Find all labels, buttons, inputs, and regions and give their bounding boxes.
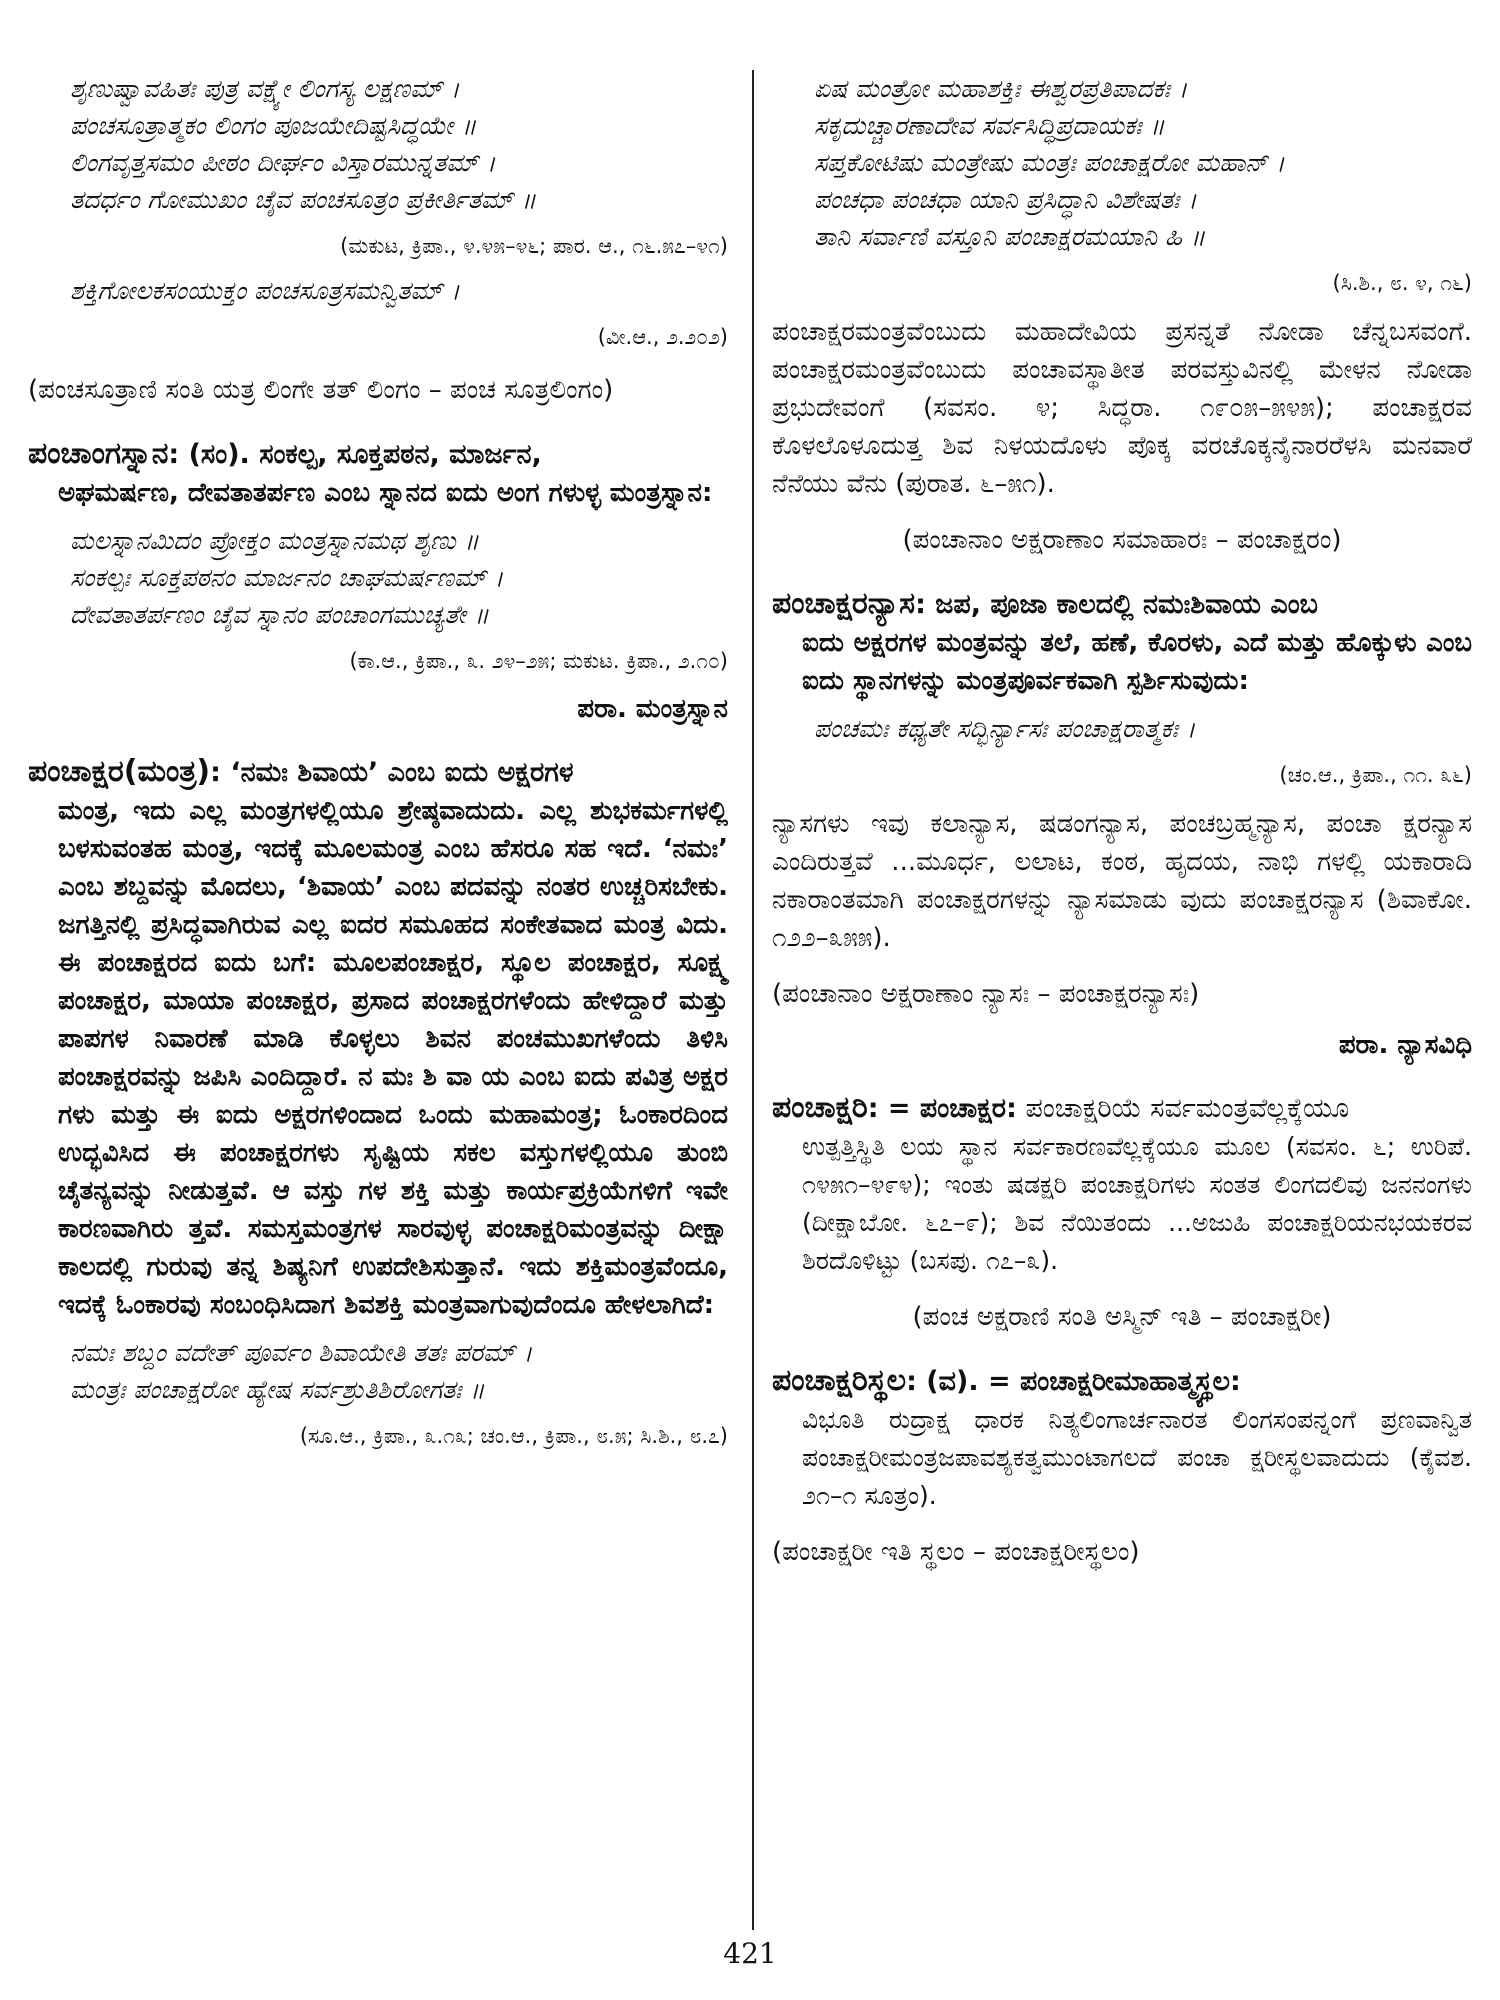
verse-line: ಮಲಸ್ನಾನಮಿದಂ ಪ್ರೋಕ್ತಂ ಮಂತ್ರಸ್ನಾನಮಥ ಶೃಣು ॥	[70, 526, 479, 555]
etymology-gloss: (ಪಂಚಾಕ್ಷರೀ ಇತಿ ಸ್ಥಲಂ – ಪಂಚಾಕ್ಷರೀಸ್ಥಲಂ)	[772, 1537, 1140, 1567]
entry-head-text: : ಜಪ, ಪೂಜಾ ಕಾಲದಲ್ಲಿ ನಮಃಶಿವಾಯ ಎಂಬ	[915, 589, 1318, 620]
headword: ಪಂಚಾಂಗಸ್ನಾನ	[28, 436, 169, 471]
entry-body: ಐದು ಅಕ್ಷರಗಳ ಮಂತ್ರವನ್ನು ತಲೆ, ಹಣೆ, ಕೊರಳು, ಎದೆ ಮತ್ತು ಹೊಕ್ಕುಳು ಎಂಬ ಐದು ಸ್ಥಾನಗಳನ್ನು ಮಂತ್ರಪೂರ್ವಕವಾಗಿ ಸ್ಪರ್ಶಿಸುವುದು:	[802, 628, 1472, 696]
verse-line: ಪಂಚಮಃ ಕಥ್ಯತೇ ಸದ್ಭಿರ್ನ್ಯಾಸಃ ಪಂಚಾಕ್ಷರಾತ್ಮಕಃ ।	[814, 714, 1196, 743]
entry-head	[772, 1089, 1472, 1128]
citation: (ಮಕುಟ, ಕ್ರಿಪಾ., ೪.೪೫–೪೬; ಪಾರ. ಆ., ೧೬.೫೭–೪೧)	[340, 234, 728, 258]
entry-head-text: : = ಪಂಚಾಕ್ಷರ:	[867, 1093, 1017, 1124]
dictionary-entry	[28, 435, 728, 512]
citation: (ವೀ.ಆ., ೨.೨೦೨)	[597, 325, 728, 349]
cross-reference: ಪರಾ. ಮಂತ್ರಸ್ನಾನ	[577, 694, 728, 724]
entry-head-text: : ‘ನಮಃ ಶಿವಾಯ’ ಎಂಬ ಐದು ಅಕ್ಷರಗಳ	[210, 757, 574, 788]
verse-line: ನಮಃ ಶಬ್ದಂ ವದೇತ್ ಪೂರ್ವಂ ಶಿವಾಯೇತಿ ತತಃ ಪರಮ್ ।	[70, 1338, 533, 1367]
page-number: 421	[723, 1937, 777, 1970]
etymology-gloss: (ಪಂಚಸೂತ್ರಾಣಿ ಸಂತಿ ಯತ್ರ ಲಿಂಗೇ ತತ್ ಲಿಂಗಂ – ಪಂಚ ಸೂತ್ರಲಿಂಗಂ)	[28, 375, 614, 405]
verse-line: ದೇವತಾತರ್ಪಣಂ ಚೈವ ಸ್ನಾನಂ ಪಂಚಾಂಗಮುಚ್ಯತೇ ॥	[70, 600, 490, 629]
entry-body: ವಿಭೂತಿ ರುದ್ರಾಕ್ಷ ಧಾರಕ ನಿತ್ಯಲಿಂಗಾರ್ಚನಾರತ ಲಿಂಗಸಂಪನ್ನಂಗೆ ಪ್ರಣವಾನ್ವಿತ ಪಂಚಾಕ್ಷರೀಮಂತ್ರಜಪಾವಶ್ಯಕತ್ವಮುಂಟಾಗಲದೆ ಪಂಚಾ ಕ್ಷರೀಸ್ಥಲವಾದುದು (ಕೈವಶ. ೨೧–೧ ಸೂತ್ರಂ).	[802, 1405, 1472, 1510]
dictionary-entry	[772, 585, 1472, 700]
entry-head	[28, 753, 728, 792]
dictionary-entry	[772, 1089, 1472, 1280]
body-paragraph: ಪಂಚಾಕ್ಷರಮಂತ್ರವೆಂಬುದು ಮಹಾದೇವಿಯ ಪ್ರಸನ್ನತೆ ನೋಡಾ ಚೆನ್ನಬಸವಂಗೆ. ಪಂಚಾಕ್ಷರಮಂತ್ರವೆಂಬುದು ಪಂಚಾವಸ್ಥಾತೀತ ಪರವಸ್ತುವಿನಲ್ಲಿ ಮೇಳನ ನೋಡಾ ಪ್ರಭುದೇವಂಗೆ (ಸವಸಂ. ೪; ಸಿದ್ಧರಾ. ೧೯೦೫–೫೪೫); ಪಂಚಾಕ್ಷರವ ಕೊಳಲೊಳೂದುತ್ತ ಶಿವ ನಿಳಯದೊಳು ಪೊಕ್ಕ ವರಚೊಕ್ಕನೈನಾರರೆಳಸಿ ಮನವಾರೆ ನೆನೆಯು ವೆನು (ಪುರಾತ. ೬–೫೧).	[772, 317, 1472, 499]
verse-line: ಲಿಂಗವೃತ್ತಸಮಂ ಪೀಠಂ ದೀರ್ಘಂ ವಿಸ್ತಾರಮುನ್ನತಮ್ ।	[70, 148, 496, 177]
headword: ಪಂಚಾಕ್ಷರಿ	[772, 1090, 868, 1125]
dictionary-entry	[28, 753, 728, 1324]
verse-line: ಸಂಕಲ್ಪಃ ಸೂಕ್ತಪಠನಂ ಮಾರ್ಜನಂ ಚಾಘಮರ್ಷಣಮ್ ।	[70, 563, 504, 592]
verse-line: ತಾನಿ ಸರ್ವಾಣಿ ವಸ್ತೂನಿ ಪಂಚಾಕ್ಷರಮಯಾನಿ ಹಿ ॥	[814, 222, 1206, 251]
verse-block	[814, 710, 1472, 747]
etymology-gloss: (ಪಂಚ ಅಕ್ಷರಾಣಿ ಸಂತಿ ಅಸ್ಮಿನ್ ಇತಿ – ಪಂಚಾಕ್ಷರೀ)	[912, 1302, 1332, 1332]
citation: (ಸಿ.ಶಿ., ೮. ೪, ೧೬)	[1332, 271, 1472, 295]
body-paragraph: ನ್ಯಾಸಗಳು ಇವು ಕಲಾನ್ಯಾಸ, ಷಡಂಗನ್ಯಾಸ, ಪಂಚಬ್ರಹ್ಮನ್ಯಾಸ, ಪಂಚಾ ಕ್ಷರನ್ಯಾಸ ಎಂದಿರುತ್ತವೆ ...ಮೂರ್ಧ, ಲಲಾಟ, ಕಂಠ, ಹೃದಯ, ನಾಭಿ ಗಳಲ್ಲಿ ಯಕಾರಾದಿ ನಕಾರಾಂತಮಾಗಿ ಪಂಚಾಕ್ಷರಗಳನ್ನು ನ್ಯಾಸಮಾಡು ವುದು ಪಂಚಾಕ್ಷರನ್ಯಾಸ (ಶಿವಾಕೋ. ೧೨೨–೩೫೫).	[772, 809, 1472, 953]
entry-head-text: : (ವ). = ಪಂಚಾಕ್ಷರೀಮಾಹಾತ್ಮ್ಯಸ್ಥಲ:	[906, 1366, 1241, 1397]
verse-line: ಸಕೃದುಚ್ಚಾರಣಾದೇವ ಸರ್ವಸಿದ್ಧಿಪ್ರದಾಯಕಃ ॥	[814, 111, 1165, 140]
verse-block	[70, 272, 728, 309]
entry-head-text: : (ಸಂ). ಸಂಕಲ್ಪ, ಸೂಕ್ತಪಠನ, ಮಾರ್ಜನ,	[168, 439, 542, 470]
verse-line: ತದರ್ಧಂ ಗೋಮುಖಂ ಚೈವ ಪಂಚಸೂತ್ರಂ ಪ್ರಕೀರ್ತಿತಮ್ ॥	[70, 185, 537, 214]
headword: ಪಂಚಾಕ್ಷರನ್ಯಾಸ	[772, 586, 916, 621]
dictionary-entry	[772, 1362, 1472, 1515]
etymology-gloss: (ಪಂಚಾನಾಂ ಅಕ್ಷರಾಣಾಂ ಸಮಾಹಾರಃ – ಪಂಚಾಕ್ಷರಂ)	[902, 525, 1342, 555]
verse-line: ಶೃಣುಷ್ವಾವಹಿತಃ ಪುತ್ರ ವಕ್ಷ್ಯೇ ಲಿಂಗಸ್ಯ ಲಕ್ಷಣಮ್ ।	[70, 74, 460, 103]
column-divider	[752, 70, 754, 1930]
entry-head	[772, 1362, 1472, 1401]
verse-block	[70, 70, 728, 218]
citation: (ಕಾ.ಆ., ಕ್ರಿಪಾ., ೩. ೨೪–೨೫; ಮಕುಟ. ಕ್ರಿಪಾ., ೨.೧೦)	[349, 649, 728, 673]
verse-line: ಪಂಚಧಾ ಪಂಚಧಾ ಯಾನಿ ಪ್ರಸಿದ್ಧಾನಿ ವಿಶೇಷತಃ ।	[814, 185, 1197, 214]
entry-body: ಅಘಮರ್ಷಣ, ದೇವತಾತರ್ಪಣ ಎಂಬ ಸ್ನಾನದ ಐದು ಅಂಗ ಗಳುಳ್ಳ ಮಂತ್ರಸ್ನಾನ:	[58, 478, 713, 508]
verse-block	[814, 70, 1472, 255]
entry-head-tail: ಪಂಚಾಕ್ಷರಿಯೆ ಸರ್ವಮಂತ್ರವೆಲ್ಲಕ್ಕೆಯೂ	[1016, 1093, 1350, 1124]
verse-line: ಸಪ್ತಕೋಟಿಷು ಮಂತ್ರೇಷು ಮಂತ್ರಃ ಪಂಚಾಕ್ಷರೋ ಮಹಾನ್ ।	[814, 148, 1285, 177]
etymology-gloss: (ಪಂಚಾನಾಂ ಅಕ್ಷರಾಣಾಂ ನ್ಯಾಸಃ – ಪಂಚಾಕ್ಷರನ್ಯಾಸಃ)	[772, 979, 1200, 1009]
left-column	[28, 70, 736, 1452]
right-column	[772, 70, 1472, 1571]
verse-line: ಪಂಚಸೂತ್ರಾತ್ಮಕಂ ಲಿಂಗಂ ಪೂಜಯೇದಿಷ್ಟಸಿದ್ಧಯೇ ॥	[70, 111, 477, 140]
entry-body: ಉತ್ಪತ್ತಿಸ್ಥಿತಿ ಲಯ ಸ್ಥಾನ ಸರ್ವಕಾರಣವೆಲ್ಲಕ್ಕೆಯೂ ಮೂಲ (ಸವಸಂ. ೬; ಉರಿಪೆ. ೧೪೫೧–೪೯೪); ಇಂತು ಷಡಕ್ಷರಿ ಪಂಚಾಕ್ಷರಿಗಳು ಸಂತತ ಲಿಂಗದಲಿವು ಜನನಂಗಳು (ದೀಕ್ಷಾಬೋ. ೬೭–೯); ಶಿವ ನೆಯಿತಂದು ...ಅಜುಹಿ ಪಂಚಾಕ್ಷರಿಯನಭಯಕರವ ಶಿರದೊಳಿಟ್ಟು (ಬಸಪು. ೧೭–೩).	[802, 1132, 1472, 1275]
verse-block	[70, 1334, 728, 1408]
verse-line: ಏಷ ಮಂತ್ರೋ ಮಹಾಶಕ್ತಿಃ ಈಶ್ವರಪ್ರತಿಪಾದಕಃ ।	[814, 74, 1188, 103]
citation: (ಚಂ.ಆ., ಕ್ರಿಪಾ., ೧೧. ೩೬)	[1279, 763, 1472, 787]
verse-block	[70, 522, 728, 633]
cross-reference: ಪರಾ. ನ್ಯಾಸವಿಧಿ	[1338, 1030, 1472, 1060]
entry-head	[772, 585, 1472, 624]
verse-line: ಶಕ್ತಿಗೋಲಕಸಂಯುಕ್ತಂ ಪಂಚಸೂತ್ರಸಮನ್ವಿತಮ್ ।	[70, 276, 460, 305]
headword: ಪಂಚಾಕ್ಷರಿಸ್ಥಲ	[772, 1363, 907, 1398]
entry-body: ಮಂತ್ರ, ಇದು ಎಲ್ಲ ಮಂತ್ರಗಳಲ್ಲಿಯೂ ಶ್ರೇಷ್ಠವಾದುದು. ಎಲ್ಲ ಶುಭಕರ್ಮಗಳಲ್ಲಿ ಬಳಸುವಂತಹ ಮಂತ್ರ, ಇದಕ್ಕೆ ಮೂಲಮಂತ್ರ ಎಂಬ ಹೆಸರೂ ಸಹ ಇದೆ. ‘ನಮಃ’ ಎಂಬ ಶಬ್ದವನ್ನು ಮೊದಲು, ‘ಶಿವಾಯ’ ಎಂಬ ಪದವನ್ನು ನಂತರ ಉಚ್ಚರಿಸಬೇಕು. ಜಗತ್ತಿನಲ್ಲಿ ಪ್ರಸಿದ್ಧವಾಗಿರುವ ಎಲ್ಲ ಐದರ ಸಮೂಹದ ಸಂಕೇತವಾದ ಮಂತ್ರ ವಿದು. ಈ ಪಂಚಾಕ್ಷರದ ಐದು ಬಗೆ: ಮೂಲಪಂಚಾಕ್ಷರ, ಸ್ಥೂಲ ಪಂಚಾಕ್ಷರ, ಸೂಕ್ಷ್ಮ ಪಂಚಾಕ್ಷರ, ಮಾಯಾ ಪಂಚಾಕ್ಷರ, ಪ್ರಸಾದ ಪಂಚಾಕ್ಷರಗಳೆಂದು ಹೇಳಿದ್ದಾರೆ ಮತ್ತು ಪಾಪಗಳ ನಿವಾರಣೆ ಮಾಡಿ ಕೊಳ್ಳಲು ಶಿವನ ಪಂಚಮುಖಗಳೆಂದು ತಿಳಿಸಿ ಪಂಚಾಕ್ಷರವನ್ನು ಜಪಿಸಿ ಎಂದಿದ್ದಾರೆ. ನ ಮಃ ಶಿ ವಾ ಯ ಎಂಬ ಐದು ಪವಿತ್ರ ಅಕ್ಷರ ಗಳು ಮತ್ತು ಈ ಐದು ಅಕ್ಷರಗಳಿಂದಾದ ಒಂದು ಮಹಾಮಂತ್ರ; ಓಂಕಾರದಿಂದ ಉದ್ಭವಿಸಿದ ಈ ಪಂಚಾಕ್ಷರಗಳು ಸೃಷ್ಟಿಯ ಸಕಲ ವಸ್ತುಗಳಲ್ಲಿಯೂ ತುಂಬಿ ಚೈತನ್ಯವನ್ನು ನೀಡುತ್ತವೆ. ಆ ವಸ್ತು ಗಳ ಶಕ್ತಿ ಮತ್ತು ಕಾರ್ಯಪ್ರಕ್ರಿಯೆಗಳಿಗೆ ಇವೇ ಕಾರಣವಾಗಿರು ತ್ತವೆ. ಸಮಸ್ತಮಂತ್ರಗಳ ಸಾರವುಳ್ಳ ಪಂಚಾಕ್ಷರಿಮಂತ್ರವನ್ನು ದೀಕ್ಷಾ ಕಾಲದಲ್ಲಿ ಗುರುವು ತನ್ನ ಶಿಷ್ಯನಿಗೆ ಉಪದೇಶಿಸುತ್ತಾನೆ. ಇದು ಶಕ್ತಿಮಂತ್ರವೆಂದೂ, ಇದಕ್ಕೆ ಓಂಕಾರವು ಸಂಬಂಧಿಸಿದಾಗ ಶಿವಶಕ್ತಿ ಮಂತ್ರವಾಗುವುದೆಂದೂ ಹೇಳಲಾಗಿದೆ:	[58, 796, 728, 1320]
entry-head	[28, 435, 728, 474]
verse-line: ಮಂತ್ರಃ ಪಂಚಾಕ್ಷರೋ ಹ್ಯೇಷ ಸರ್ವಶ್ರುತಿಶಿರೋಗತಃ ॥	[70, 1375, 485, 1404]
headword: ಪಂಚಾಕ್ಷರ(ಮಂತ್ರ)	[28, 754, 211, 789]
citation: (ಸೂ.ಆ., ಕ್ರಿಪಾ., ೩.೧೩; ಚಂ.ಆ., ಕ್ರಿಪಾ., ೮.೫; ಸಿ.ಶಿ., ೮.೭)	[299, 1424, 728, 1448]
